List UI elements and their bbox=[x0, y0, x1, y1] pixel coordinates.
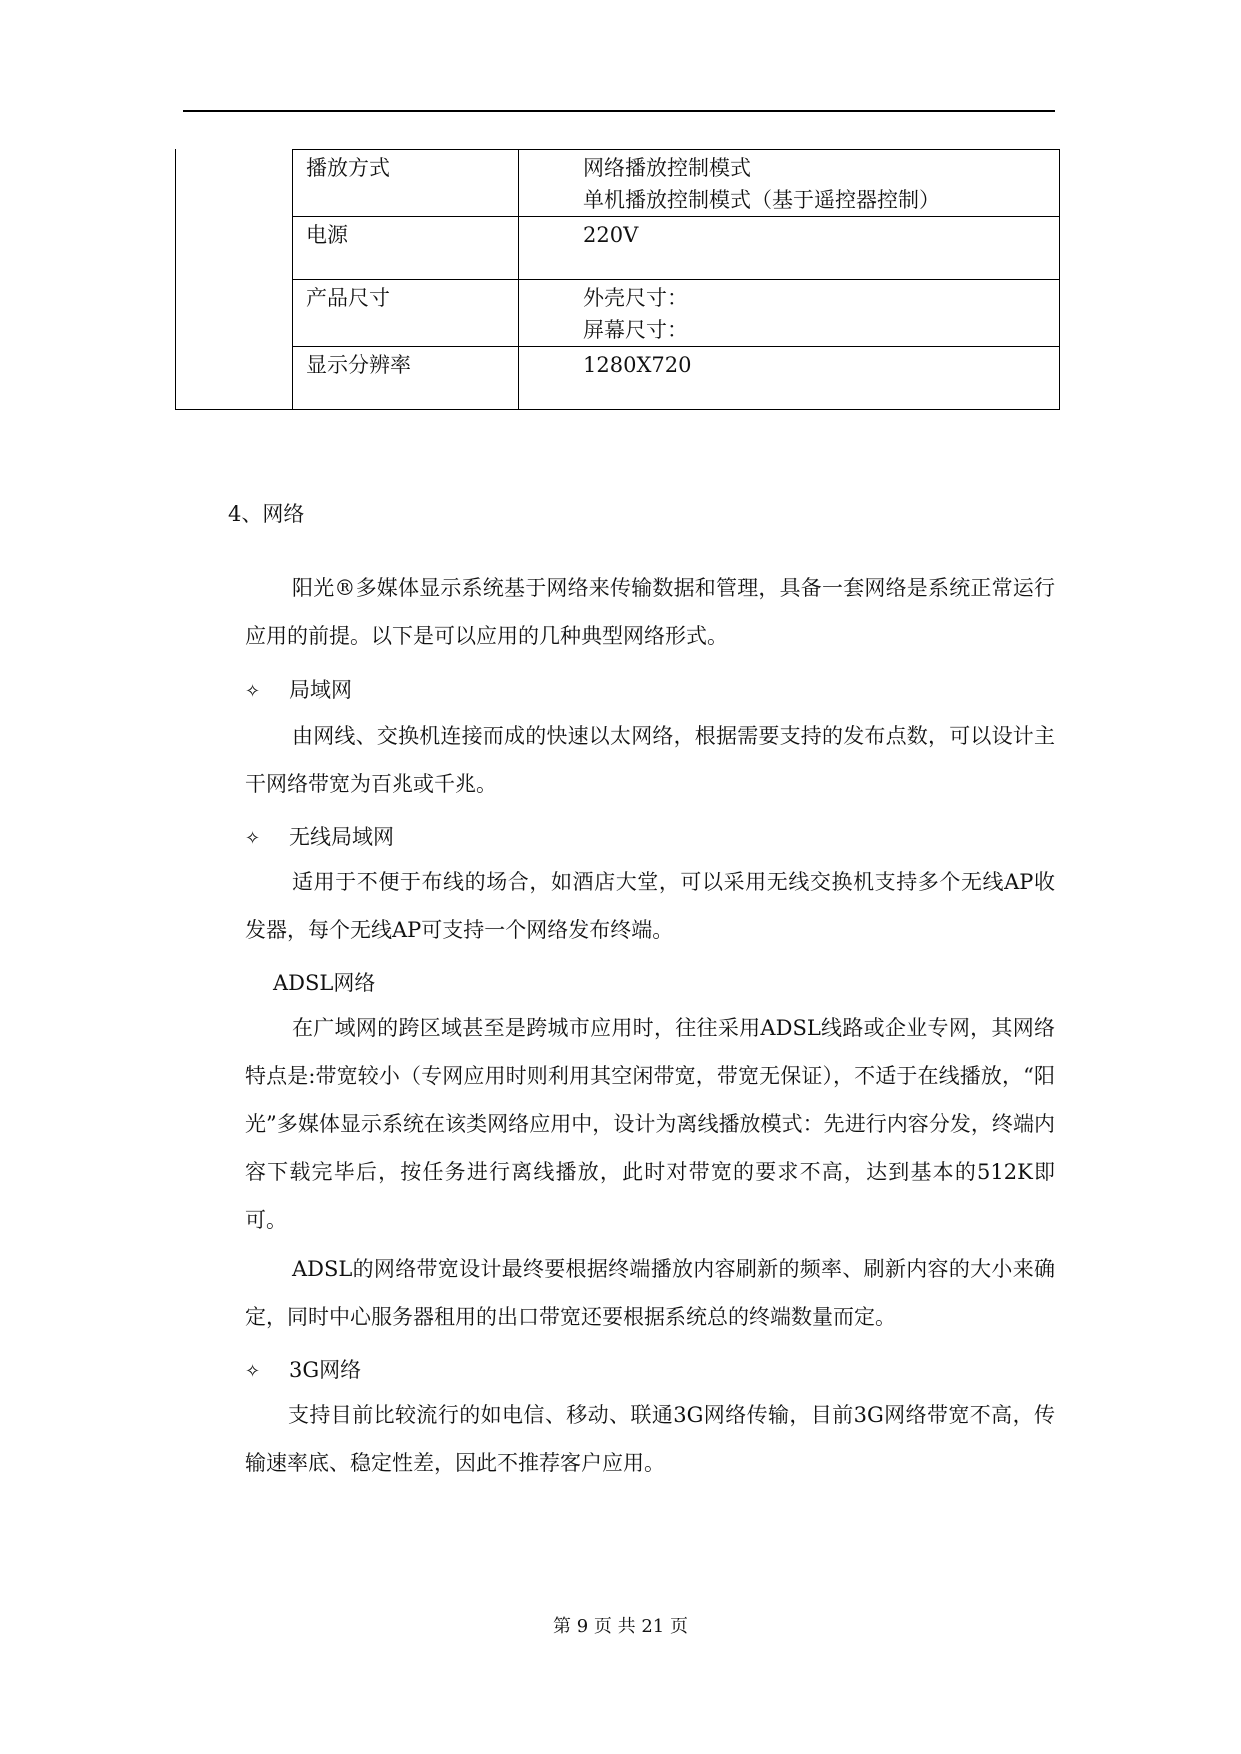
bullet-title: 3G网络 bbox=[289, 1358, 362, 1382]
diamond-bullet-icon: ✧ bbox=[245, 828, 261, 849]
spec-value bbox=[519, 217, 1060, 280]
spec-value-line: 屏幕尺寸： bbox=[583, 318, 688, 342]
spec-value bbox=[519, 347, 1060, 410]
diamond-bullet-icon: ✧ bbox=[245, 1361, 261, 1382]
section-heading: 4、网络 bbox=[228, 502, 305, 526]
intro-paragraph: 阳光®多媒体显示系统基于网络来传输数据和管理，具备一套网络是系统正常运行应用的前提。以下是可以应用的几种典型网络形式。 bbox=[245, 576, 1055, 648]
spec-value bbox=[519, 280, 1060, 347]
page-footer: 第 9 页 共 21 页 bbox=[553, 1616, 688, 1637]
wlan-paragraph: 适用于不便于布线的场合，如酒店大堂，可以采用无线交换机支持多个无线AP收发器，每个无线AP可支持一个网络发布终端。 bbox=[245, 870, 1055, 942]
spec-value-line: 网络播放控制模式 bbox=[583, 156, 751, 180]
3g-paragraph: 支持目前比较流行的如电信、移动、联通3G网络传输，目前3G网络带宽不高，传输速率底、稳定性差，因此不推荐客户应用。 bbox=[245, 1403, 1055, 1475]
spec-row-resolution bbox=[293, 347, 1060, 410]
spec-value-line: 1280X720 bbox=[583, 353, 692, 377]
bullet-title: 局域网 bbox=[289, 678, 352, 702]
spec-value-line: 外壳尺寸： bbox=[583, 286, 688, 310]
spec-label: 产品尺寸 bbox=[293, 280, 519, 347]
spec-row-size bbox=[293, 280, 1060, 347]
spec-value bbox=[519, 150, 1060, 217]
spec-value-line: 220V bbox=[583, 223, 639, 247]
spec-label: 显示分辨率 bbox=[293, 347, 519, 410]
spec-row-power bbox=[293, 217, 1060, 280]
spec-value-line: 单机播放控制模式（基于遥控器控制） bbox=[583, 188, 940, 212]
bullet-item-3g bbox=[245, 1354, 361, 1384]
bullet-item-wlan bbox=[245, 821, 394, 851]
bullet-item-lan bbox=[245, 674, 352, 704]
diamond-bullet-icon: ✧ bbox=[245, 681, 261, 702]
spec-label: 电源 bbox=[293, 217, 519, 280]
adsl-paragraph-2: ADSL的网络带宽设计最终要根据终端播放内容刷新的频率、刷新内容的大小来确定，同时中心服务器租用的出口带宽还要根据系统总的终端数量而定。 bbox=[245, 1257, 1055, 1329]
bullet-title: 无线局域网 bbox=[289, 825, 394, 849]
spec-label: 播放方式 bbox=[293, 150, 519, 217]
spec-row-playback bbox=[293, 150, 1060, 217]
adsl-paragraph: 在广域网的跨区域甚至是跨城市应用时，往往采用ADSL线路或企业专网，其网络特点是:带宽较小（专网应用时则利用其空闲带宽，带宽无保证），不适于在线播放，“阳光”多媒体显示系统在该类网络应用中，设计为离线播放模式：先进行内容分发，终端内容下载完毕后，按任务进行离线播放，此时对带宽的要求不高，达到基本的512K即可。 bbox=[245, 1016, 1055, 1232]
header-rule bbox=[183, 110, 1055, 112]
adsl-heading: ADSL网络 bbox=[273, 971, 376, 995]
spec-table bbox=[292, 149, 1060, 410]
lan-paragraph: 由网线、交换机连接而成的快速以太网络，根据需要支持的发布点数，可以设计主干网络带宽为百兆或千兆。 bbox=[245, 724, 1055, 796]
